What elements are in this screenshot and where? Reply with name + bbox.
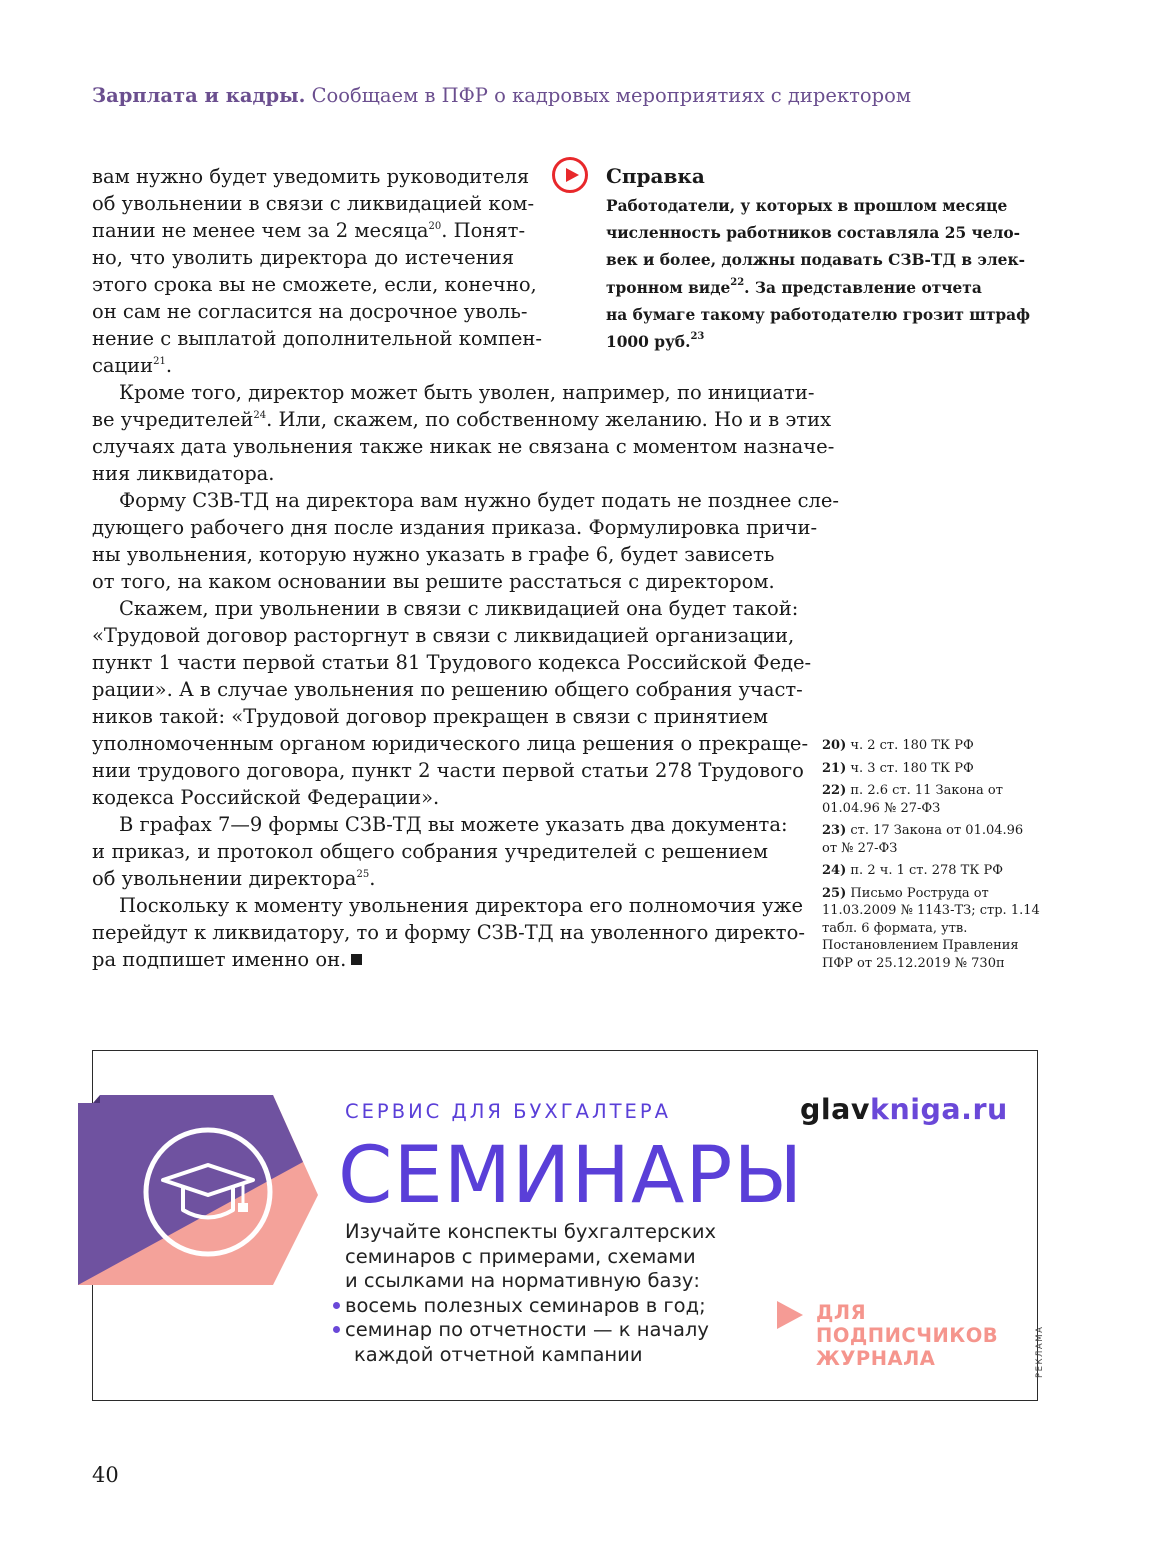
text-column-wide [92, 379, 840, 973]
ad-site-link[interactable]: glavkniga.ru [800, 1093, 1008, 1126]
note-title: Справка [606, 164, 705, 188]
text-line: «Трудовой договор расторгнут в связи с ликвидацией организации, [92, 624, 795, 647]
ad-desc-line: Изучайте конспекты бухгалтерских [345, 1220, 717, 1243]
footnote-ref: 24 [253, 410, 267, 421]
text-line: вам нужно будет уведомить руководителя [92, 165, 530, 188]
text-line: от того, на каком основании вы решите расстаться с директором. [92, 570, 775, 593]
ad-bullet-continuation: каждой отчетной кампании [354, 1342, 643, 1366]
note-line: численность работников составляла 25 чело- [606, 224, 1021, 243]
page-number: 40 [92, 1463, 119, 1487]
text-line: Скажем, при увольнении в связи с ликвидацией она будет такой: [119, 597, 799, 620]
note-body [606, 193, 1031, 356]
footnote-item: 25) Письмо Роструда от 11.03.2009 № 1143-ТЗ; стр. 1.14 табл. 6 формата, утв. Постановлением Правления ПФР от 25.12.2019 № 730п [822, 885, 1040, 971]
text-line: он сам не согласится на досрочное уволь- [92, 300, 528, 323]
footnotes-list [822, 737, 1042, 977]
text-line: кодекса Российской Федерации». [92, 786, 440, 809]
text-line: Форму СЗВ-ТД на директора вам нужно будет подать не позднее сле- [119, 489, 840, 512]
footnote-ref: 20 [428, 221, 442, 232]
text-line: ны увольнения, которую нужно указать в графе 6, будет зависеть [92, 543, 775, 566]
footnote-item: 24) п. 2 ч. 1 ст. 278 ТК РФ [822, 863, 1004, 878]
ad-bullet: семинар по отчетности — к началу [345, 1318, 765, 1343]
note-line: 1000 руб.$^{23}$ [606, 331, 705, 352]
text-line: пункт 1 части первой статьи 81 Трудового кодекса Российской Феде- [92, 651, 812, 674]
text-line: и приказ, и протокол общего собрания учредителей с решением [92, 840, 768, 863]
footnote-ref: 21 [153, 356, 166, 367]
text-line: об увольнении директора$^{25}$. [92, 867, 376, 890]
text-line: нии трудового договора, пункт 2 части первой статьи 278 Трудового [92, 759, 804, 782]
article-title: Сообщаем в ПФР о кадровых мероприятиях с директором [311, 84, 912, 107]
text-line: пании не менее чем за 2 месяца$^{20}$. Понят- [92, 219, 526, 242]
bullet-dot-icon [333, 1302, 340, 1309]
text-line: ния ликвидатора. [92, 462, 275, 485]
ad-description [345, 1220, 765, 1367]
footnote-ref: 22 [730, 276, 745, 288]
footnote-item: 22) п. 2.6 ст. 11 Закона от 01.04.96 № 27-ФЗ [822, 783, 1003, 816]
ad-promo-text: ДЛЯ ПОДПИСЧИКОВ ЖУРНАЛА [816, 1301, 999, 1370]
text-line: ве учредителей$^{24}$. Или, скажем, по собственному желанию. Но и в этих [92, 408, 832, 431]
text-line: Кроме того, директор может быть уволен, например, по инициати- [119, 381, 815, 404]
ad-graphic [78, 1095, 318, 1285]
ad-bullet: восемь полезных семинаров в год; [345, 1294, 765, 1319]
footnote-item: 20) ч. 2 ст. 180 ТК РФ [822, 738, 974, 753]
footnote-ref: 23 [690, 331, 705, 343]
text-line: рации». А в случае увольнения по решению общего собрания участ- [92, 678, 803, 701]
ad-headline: СЕМИНАРЫ [338, 1131, 804, 1221]
play-circle-icon [552, 157, 588, 193]
note-line: век и более, должны подавать СЗВ-ТД в элек- [606, 251, 1025, 270]
note-line: Работодатели, у которых в прошлом месяце [606, 197, 1008, 215]
text-column-narrow [92, 163, 542, 379]
end-of-article-mark [351, 954, 362, 965]
text-line: ников такой: «Трудовой договор прекращен в связи с принятием [92, 705, 768, 728]
ad-desc-line: и ссылками на нормативную базу: [345, 1269, 700, 1292]
text-line: дующего рабочего дня после издания приказа. Формулировка причи- [92, 516, 818, 539]
text-line: сации$^{21}$. [92, 354, 173, 377]
note-line: на бумаге такому работодателю грозит штраф [606, 305, 1031, 324]
promo-arrow-icon [777, 1301, 803, 1329]
footnote-ref: 25 [356, 869, 370, 880]
section-title: Зарплата и кадры. [92, 84, 306, 107]
bullet-dot-icon [333, 1326, 340, 1333]
running-header [92, 84, 911, 107]
footnote-item: 23) ст. 17 Закона от 01.04.96 от № 27-ФЗ [822, 823, 1024, 856]
ad-label: РЕКЛАМА [1035, 1325, 1045, 1378]
text-line: перейдут к ликвидатору, то и форму СЗВ-ТД на уволенного директо- [92, 921, 805, 944]
ad-desc-line: семинаров с примерами, схемами [345, 1244, 696, 1268]
text-line: Поскольку к моменту увольнения директора его полномочия уже [119, 894, 803, 917]
ad-service-label: СЕРВИС ДЛЯ БУХГАЛТЕРА [345, 1100, 671, 1123]
note-line: тронном виде$^{22}$. За представление отчета [606, 276, 982, 297]
footnote-item: 21) ч. 3 ст. 180 ТК РФ [822, 760, 974, 776]
text-line: нение с выплатой дополнительной компен- [92, 327, 542, 350]
text-line: но, что уволить директора до истечения [92, 246, 514, 269]
text-line: об увольнении в связи с ликвидацией ком- [92, 192, 535, 215]
text-line: В графах 7—9 формы СЗВ-ТД вы можете указать два документа: [119, 813, 788, 836]
text-line: уполномоченным органом юридического лица решения о прекраще- [92, 732, 809, 755]
text-line: случаях дата увольнения также никак не связана с моментом назначе- [92, 435, 835, 458]
text-line: этого срока вы не сможете, если, конечно, [92, 273, 537, 296]
text-line: ра подпишет именно он. [92, 946, 768, 973]
